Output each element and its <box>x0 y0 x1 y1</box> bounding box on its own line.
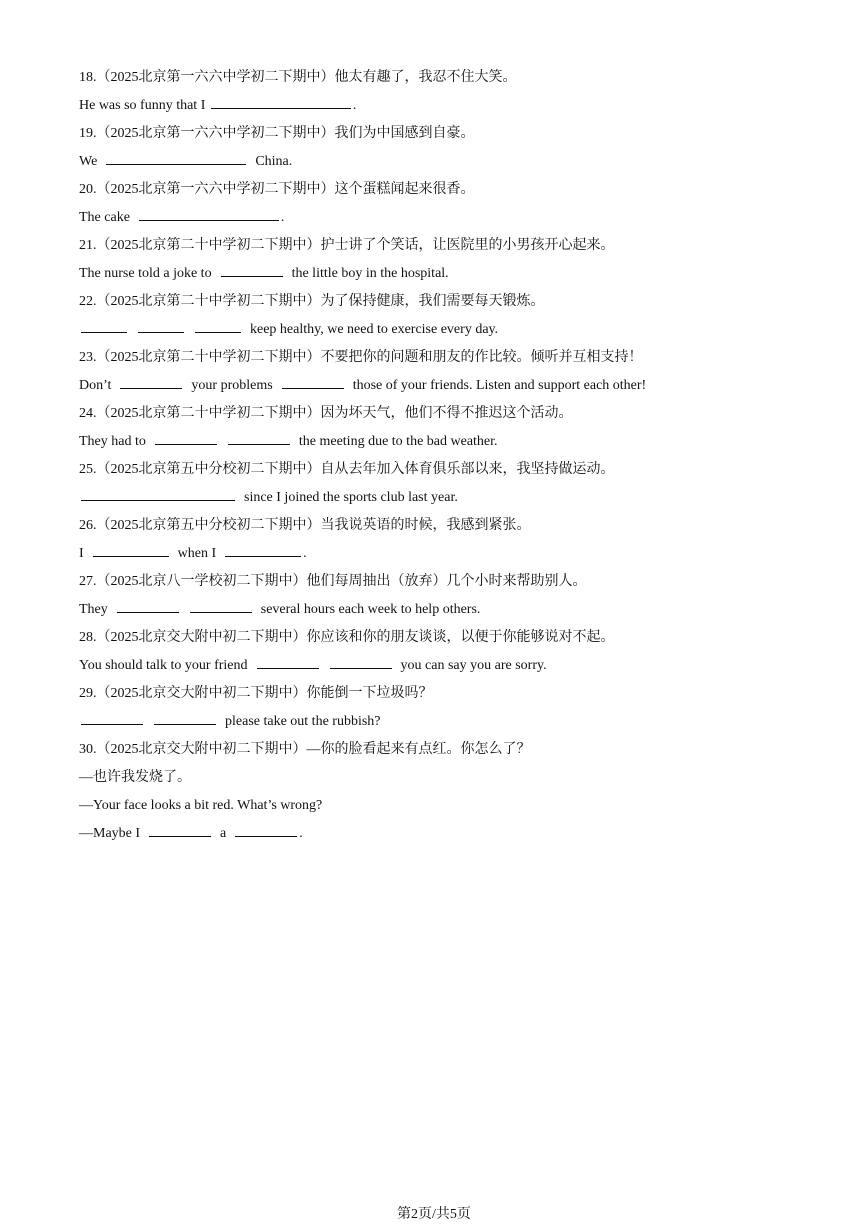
answer-blank[interactable] <box>257 654 319 669</box>
question-prompt: 18.（2025北京第一六六中学初二下期中）他太有趣了，我忍不住大笑。 <box>79 70 517 85</box>
question-23 <box>79 344 819 400</box>
sentence-text: those of your friends. Listen and support each other! <box>352 378 647 393</box>
answer-blank[interactable] <box>330 654 392 669</box>
answer-sentence <box>79 820 819 848</box>
sentence-text: We <box>79 154 98 169</box>
question-prompt: 28.（2025北京交大附中初二下期中）你应该和你的朋友谈谈，以便于你能够说对不起。 <box>79 630 615 645</box>
sentence-text: They <box>79 602 108 617</box>
answer-blank[interactable] <box>221 262 283 277</box>
sentence-text: . <box>352 98 357 113</box>
question-prompt: 20.（2025北京第一六六中学初二下期中）这个蛋糕闻起来很香。 <box>79 182 475 197</box>
sentence-text: your problems <box>191 378 273 393</box>
answer-blank[interactable] <box>235 822 297 837</box>
answer-sentence <box>79 652 819 680</box>
answer-blank[interactable] <box>81 710 143 725</box>
sentence-text: The cake <box>79 210 130 225</box>
page-number: 第2页/共5页 <box>397 1207 471 1222</box>
sentence-text: They had to <box>79 434 146 449</box>
answer-blank[interactable] <box>149 822 211 837</box>
sentence-text: when I <box>177 546 217 561</box>
sentence-text: China. <box>255 154 293 169</box>
question-30 <box>79 736 819 848</box>
question-prompt: 24.（2025北京第二十中学初二下期中）因为坏天气，他们不得不推迟这个活动。 <box>79 406 573 421</box>
answer-blank[interactable] <box>190 598 252 613</box>
answer-blank[interactable] <box>225 542 301 557</box>
question-prompt: 26.（2025北京第五中分校初二下期中）当我说英语的时候，我感到紧张。 <box>79 518 531 533</box>
question-25 <box>79 456 819 512</box>
sentence-text: . <box>303 546 307 561</box>
question-prompt: 21.（2025北京第二十中学初二下期中）护士讲了个笑话，让医院里的小男孩开心起来。 <box>79 238 615 253</box>
question-21 <box>79 232 819 288</box>
sentence-text: . <box>280 210 285 225</box>
question-29 <box>79 680 819 736</box>
question-28 <box>79 624 819 680</box>
answer-blank[interactable] <box>195 318 241 333</box>
question-20 <box>79 176 819 232</box>
answer-sentence <box>79 596 819 624</box>
answer-blank[interactable] <box>211 94 351 109</box>
answer-sentence <box>79 204 819 232</box>
sentence-text: a <box>220 826 227 841</box>
question-prompt: 29.（2025北京交大附中初二下期中）你能倒一下垃圾吗？ <box>79 686 433 701</box>
answer-blank[interactable] <box>117 598 179 613</box>
answer-sentence <box>79 92 819 120</box>
answer-sentence <box>79 428 819 456</box>
sentence-text: since I joined the sports club last year. <box>244 490 458 505</box>
question-prompt: 23.（2025北京第二十中学初二下期中）不要把你的问题和朋友的作比较。倾听并互相支持！ <box>79 350 643 365</box>
answer-sentence <box>79 372 819 400</box>
sentence-text: Don’t <box>79 378 112 393</box>
answer-sentence <box>79 148 819 176</box>
answer-blank[interactable] <box>138 318 184 333</box>
answer-sentence <box>79 316 819 344</box>
answer-sentence <box>79 260 819 288</box>
sentence-text: the meeting due to the bad weather. <box>298 434 498 449</box>
answer-blank[interactable] <box>120 374 182 389</box>
answer-blank[interactable] <box>106 150 246 165</box>
question-18 <box>79 64 819 120</box>
sentence-text: . <box>299 826 303 841</box>
sentence-text: —Maybe I <box>79 826 141 841</box>
dialogue-line: —Your face looks a bit red. What’s wrong? <box>79 798 323 813</box>
question-26 <box>79 512 819 568</box>
sentence-text: several hours each week to help others. <box>260 602 481 617</box>
question-24 <box>79 400 819 456</box>
sentence-text: keep healthy, we need to exercise every day. <box>250 322 499 337</box>
question-prompt: 22.（2025北京第二十中学初二下期中）为了保持健康，我们需要每天锻炼。 <box>79 294 545 309</box>
sentence-text: I <box>79 546 84 561</box>
sentence-text: please take out the rubbish? <box>225 714 381 729</box>
question-prompt: 25.（2025北京第五中分校初二下期中）自从去年加入体育俱乐部以来，我坚持做运动。 <box>79 462 615 477</box>
answer-blank[interactable] <box>154 710 216 725</box>
answer-blank[interactable] <box>282 374 344 389</box>
sentence-text: the little boy in the hospital. <box>291 266 449 281</box>
question-19 <box>79 120 819 176</box>
answer-blank[interactable] <box>155 430 217 445</box>
sentence-text: The nurse told a joke to <box>79 266 212 281</box>
question-prompt: 30.（2025北京交大附中初二下期中）—你的脸看起来有点红。你怎么了？ <box>79 742 531 757</box>
question-prompt: 19.（2025北京第一六六中学初二下期中）我们为中国感到自豪。 <box>79 126 475 141</box>
sentence-text: You should talk to your friend <box>79 658 248 673</box>
question-prompt: 27.（2025北京八一学校初二下期中）他们每周抽出（放弃）几个小时来帮助别人。 <box>79 574 587 589</box>
answer-blank[interactable] <box>139 206 279 221</box>
dialogue-line: —也许我发烧了。 <box>79 770 191 785</box>
question-list <box>79 64 819 848</box>
answer-sentence <box>79 540 819 568</box>
answer-sentence <box>79 708 819 736</box>
question-22 <box>79 288 819 344</box>
question-27 <box>79 568 819 624</box>
answer-blank[interactable] <box>81 486 235 501</box>
answer-blank[interactable] <box>93 542 169 557</box>
sentence-text: you can say you are sorry. <box>400 658 547 673</box>
sentence-text: He was so funny that I <box>79 98 206 113</box>
answer-sentence <box>79 484 819 512</box>
answer-blank[interactable] <box>228 430 290 445</box>
answer-blank[interactable] <box>81 318 127 333</box>
